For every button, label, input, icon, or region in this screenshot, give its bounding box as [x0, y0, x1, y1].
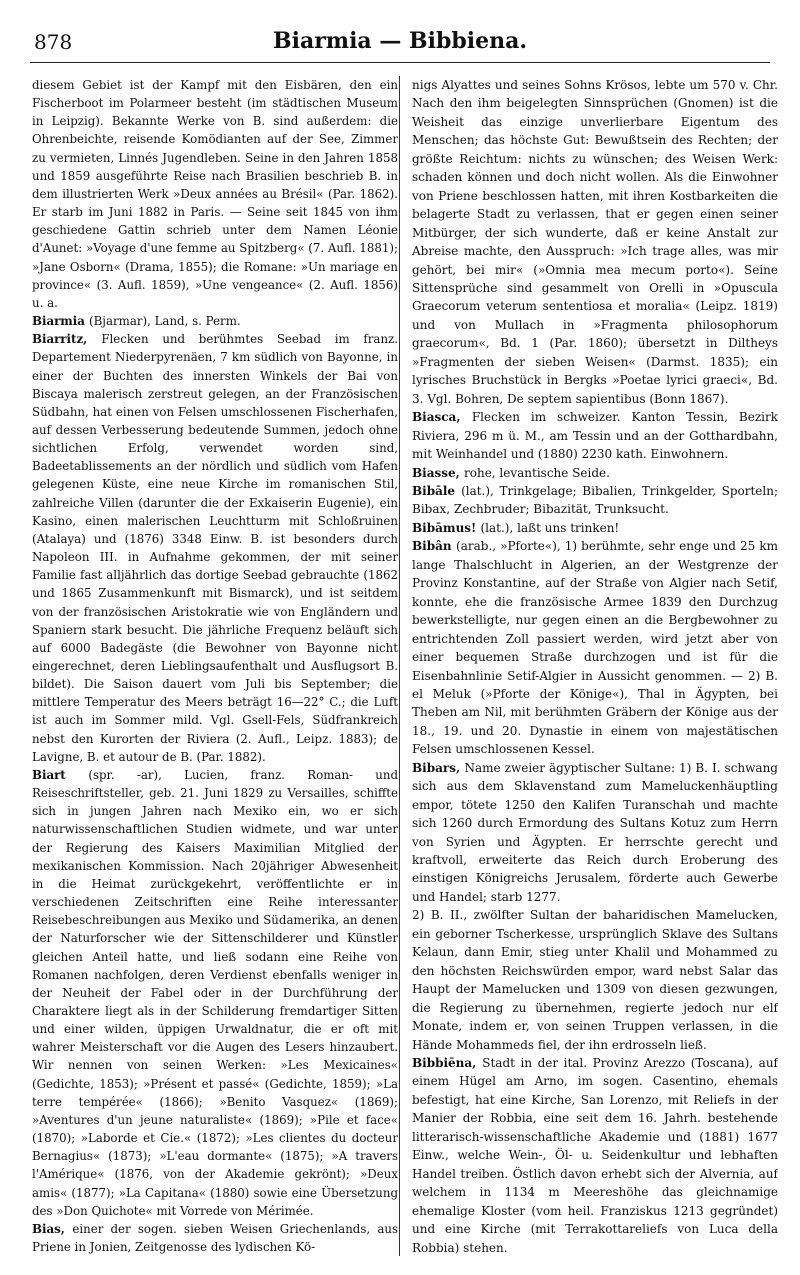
- entry-biart: [32, 766, 398, 1220]
- entry-headword: Bibân: [412, 539, 452, 554]
- entry-text: (lat.), Trinkgelage; Bibalien, Trinkgelder, Sporteln; Bibax, Zechbruder; Bibazität, Trunksucht.: [412, 483, 778, 517]
- entry-headword: Biasca,: [412, 410, 461, 425]
- entry-text: diesem Gebiet ist der Kampf mit den Eisbären, den ein Fischerboot im Polarmeer besteht (im städtischen Museum in Leipzig). Bekannte Werke von B. sind außerdem: die Ohrenbeichte, reisende Komödianten auf der See, Zimmer zu vermieten, Linnés Jugendleben. Seine in den Jahren 1858 und 1859 ausgeführte Reise nach Brasilien beschrieb B. in dem illustrierten Werk »Deux années au Brésil« (Par. 1862). Er starb im Juni 1882 in Paris. — Seine seit 1845 von ihm geschiedene Gattin schrieb unter dem Namen Léonie d'Aunet: »Voyage d'une femme au Spitzberg« (7. Aufl. 1881); »Jane Osborn« (Drama, 1855); die Romane: »Un mariage en province« (3. Aufl. 1859), »Une vengeance« (2. Aufl. 1856) u. a.: [32, 78, 398, 310]
- entry-bibars-2: [412, 906, 778, 1054]
- entry-headword: Bibāmus!: [412, 520, 477, 535]
- entry-headword: Biarmia: [32, 314, 85, 329]
- left-column: [32, 76, 398, 1256]
- entry-text: (arab., »Pforte«), 1) berühmte, sehr enge und 25 km lange Thalschlucht in Algerien, an der Westgrenze der Provinz Konstantine, auf der Straße von Algier nach Setif, konnte, ehe die französische Armee 1839 den Durchzug bewerkstelligte, nur gegen einen an die Bergbewohner zu entrichtenden Zoll passiert werden, wird jetzt aber von einer bequemen Straße durchzogen und ist für die Eisenbahnlinie Setif-Algier in Aussicht genommen. — 2) B. el Meluk (»Pforte der Könige«), Thal in Ägypten, bei Theben am Nil, mit berühmten Gräbern der Könige aus der 18., 19. und 20. Dynastie in einem von majestätischen Felsen umschlossenen Kessel.: [412, 539, 778, 757]
- entry-headword: Bibars,: [412, 760, 461, 775]
- entry-bibbiena: [412, 1054, 778, 1256]
- entry-biarmia: [32, 312, 398, 330]
- running-title: Biarmia — Bibbiena.: [273, 28, 527, 54]
- entry-headword: Bias,: [32, 1221, 65, 1236]
- entry-text: (spr. -ar), Lucien, franz. Roman- und Reiseschriftsteller, geb. 21. Juni 1829 zu Versailles, schiffte sich in jungen Jahren nach Mexiko ein, wo er sich naturwissenschaftlichen Studien widmete, und war unter der Regierung des Kaisers Maximilian Mitglied der mexikanischen Kommission. Nach 20jähriger Abwesenheit in die Heimat zurückgekehrt, veröffentlichte er in verschiedenen Zeitschriften eine Reihe interessanter Reisebeschreibungen aus Mexiko und Südamerika, an denen der Naturforscher wie der Sittenschilderer und Künstler gleichen Anteil hatte, und ließ sodann eine Reihe von Romanen nachfolgen, deren Verdienst ebenfalls weniger in der Neuheit der Fabel oder in der Durchführung der Charaktere liegt als in der Schilderung fremdartiger Sitten und einer wilden, üppigen Urwaldnatur, die er oft mit wahrer Meisterschaft vor die Augen des Lesers hinzaubert. Wir nennen von seinen Werken: »Les Mexicaines« (Gedichte, 1853); »Présent et passé« (Gedichte, 1859); »La terre tempérée« (1866); »Benito Vasquez« (1869); »Aventures d'un jeune naturaliste« (1869); »Pile et face« (1870); »Laborde et Cie.« (1872); »Les clientes du docteur Bernagius« (1873); »L'eau dormante« (1875); »A travers l'Amérique« (1876, von der Akademie gekrönt); »Deux amis« (1877); »La Capitana« (1880) sowie eine Übersetzung des »Don Quichote« mit Vorrede von Mérimée.: [32, 767, 398, 1218]
- entry-text: 2) B. II., zwölfter Sultan der baharidischen Mamelucken, ein geborner Tscherkesse, ursprünglich Sklave des Sultans Kelaun, dann Emir, stieg unter Khalil und Mohammed zu den höchsten Reichswürden empor, ward nebst Salar das Haupt der Mamelucken und 1309 von diesen gezwungen, die Regierung zu übernehmen, regierte jedoch nur elf Monate, indem er, von seinen Truppen verlassen, in die Hände Mohammeds fiel, der ihn erdrosseln ließ.: [412, 908, 778, 1052]
- page-header: [30, 22, 770, 63]
- entry-text: Name zweier ägyptischer Sultane: 1) B. I. schwang sich aus dem Sklavenstand zum Mameluckenhäuptling empor, tötete 1250 den Kalifen Turanschah und machte sich 1260 durch Ermordung des Sultans Kotuz zum Herrn von Syrien und Ägypten. Er herrschte gerecht und kraftvoll, erweiterte das Reich durch Eroberung des einstigen Königreichs Jerusalem, förderte auch Gewerbe und Handel; starb 1277.: [412, 760, 778, 904]
- entry-headword: Biart: [32, 767, 66, 782]
- entry-bibamus: [412, 519, 778, 537]
- entry-text: (Bjarmar), Land, s. Perm.: [89, 314, 241, 329]
- entry-bias-continuation: [412, 76, 778, 408]
- entry-biarritz: [32, 330, 398, 766]
- entry-biban: [412, 537, 778, 758]
- entry-biasca: [412, 408, 778, 463]
- column-divider: [399, 76, 400, 1256]
- entry-bias: [32, 1220, 398, 1256]
- page-number: 878: [34, 30, 73, 54]
- entry-text: Flecken und berühmtes Seebad im franz. Departement Niederpyrenäen, 7 km südlich von Bayonne, in einer der Buchten des innersten Winkels der Bai von Biscaya malerisch zerstreut gelegen, an der Französischen Südbahn, hat einen von Felsen umschlossenen Fischerhafen, auf dessen Verbesserung bedeutende Summen, jedoch ohne sichtlichen Erfolg, verwendet worden sind, Badeetablissements an der nördlich und südlich vom Hafen gelegenen Küste, eine neue Kirche im romanischen Stil, zahlreiche Villen (darunter die der Exkaiserin Eugenie), ein Kasino, einen malerischen Leuchtturm mit Schloßruinen (Atalaya) und (1876) 3348 Einw. B. ist besonders durch Napoleon III. in Aufnahme gekommen, der mit seiner Familie fast alljährlich das dortige Seebad gebrauchte (1862 und 1865 Zusammenkunft mit Bismarck), und ist seitdem von der französischen Aristokratie wie von Engländern und Spaniern stark besucht. Die jährliche Frequenz beläuft sich auf 6000 Badegäste (die Bewohner von Bayonne nicht eingerechnet, deren Lieblingsaufenthalt und Ausflugsort B. bildet). Die Saison dauert vom Juli bis September; die mittlere Temperatur des Meers beträgt 16—22° C.; die Luft ist auch im Sommer mild. Vgl. Gsell-Fels, Südfrankreich nebst den Kurorten der Riviera (2. Aufl., Leipz. 1883); de Lavigne, B. et autour de B. (Par. 1882).: [32, 332, 398, 764]
- entry-text: Flecken im schweizer. Kanton Tessin, Bezirk Riviera, 296 m ü. M., am Tessin und an der Gotthardbahn, mit Weinhandel und (1880) 2230 kath. Einwohnern.: [412, 410, 778, 462]
- entry-text: nigs Alyattes und seines Sohns Krösos, lebte um 570 v. Chr. Nach den ihm beigelegten Sinnsprüchen (Gnomen) ist die Weisheit das einzige unverlierbare Eigentum des Menschen; das höchste Gut: Bewußtsein des Rechten; der größte Reichtum: nichts zu wünschen; des Weisen Werk: schaden können und doch nicht wollen. Als die Einwohner von Priene beschlossen hatten, mit ihren Kostbarkeiten die belagerte Stadt zu verlassen, that er gegen einen seiner Mitbürger, der sich wunderte, daß er keine Anstalt zur Abreise machte, den Ausspruch: »Ich trage alles, was mir gehört, bei mir« (»Omnia mea mecum porto«). Seine Sittensprüche sind gesammelt von Orelli in »Opuscula Graecorum veterum sententiosa et moralia« (Leipz. 1819) und von Mullach in »Fragmenta philosophorum graecorum«, Bd. 1 (Par. 1860); übersetzt in Diltheys »Fragmenten der sieben Weisen« (Darmst. 1835); ein lyrisches Bruchstück in Bergks »Poetae lyrici graeci«, Bd. 3. Vgl. Bohren, De septem sapientibus (Bonn 1867).: [412, 78, 778, 406]
- entry-text: rohe, levantische Seide.: [464, 465, 610, 480]
- entry-bibars: [412, 759, 778, 907]
- entry-bibale: [412, 482, 778, 519]
- entry-text: Stadt in der ital. Provinz Arezzo (Toscana), auf einem Hügel am Arno, im sogen. Casentino, ehemals befestigt, hat eine Kirche, San Lorenzo, mit Reliefs in der Manier der Robbia, eine seit dem 16. Jahrh. bestehende litterarisch-wissenschaftliche Akademie und (1881) 1677 Einw., welche Wein-, Öl- u. Seidenkultur und lebhaften Handel treiben. Östlich davon erhebt sich der Alvernia, auf welchem in 1134 m Meereshöhe das gleichnamige ehemalige Kloster (vom heil. Franziskus 1213 gegründet) und eine Kirche (mit Terrakottareliefs von Luca della Robbia) stehen.: [412, 1056, 778, 1255]
- entry-biasse: [412, 464, 778, 482]
- entry-text: einer der sogen. sieben Weisen Griechenlands, aus Priene in Jonien, Zeitgenosse des lydischen Kö-: [32, 1221, 398, 1254]
- entry-headword: Bibāle: [412, 483, 456, 498]
- entry-bias-continued: [32, 76, 398, 312]
- entry-text: (lat.), laßt uns trinken!: [480, 520, 620, 535]
- right-column: [412, 76, 778, 1256]
- entry-headword: Biarritz,: [32, 332, 88, 347]
- entry-headword: Biasse,: [412, 465, 460, 480]
- entry-headword: Bibbiēna,: [412, 1056, 477, 1071]
